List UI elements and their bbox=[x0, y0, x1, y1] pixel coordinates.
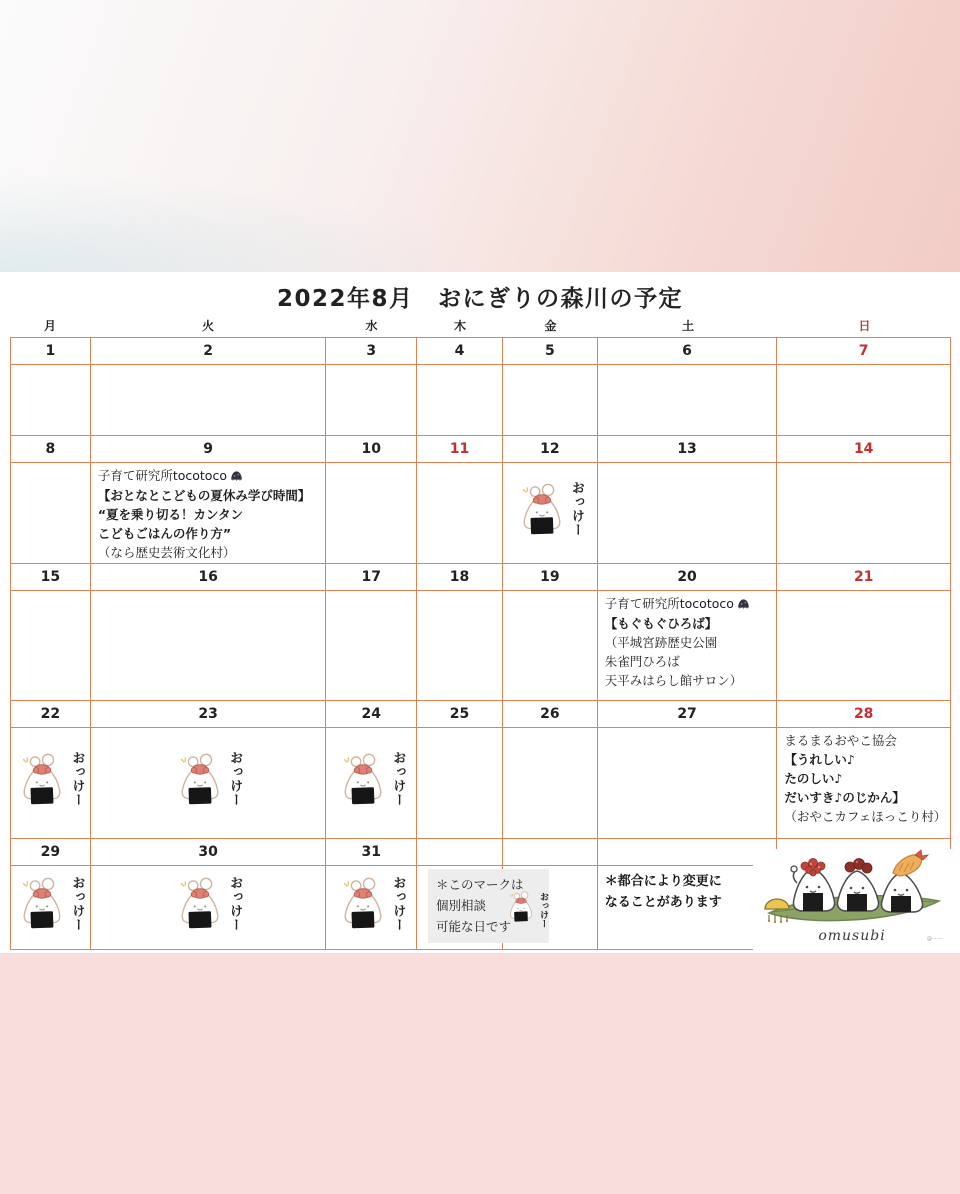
onigiri-okay-icon bbox=[17, 753, 67, 814]
date-cell-aug-17: 17 bbox=[326, 564, 417, 591]
date-cell-aug-30: 30 bbox=[91, 839, 327, 866]
day-cell-week1-col5 bbox=[503, 365, 598, 436]
date-cell-aug-29: 29 bbox=[11, 839, 91, 866]
okay-onigiri-mark bbox=[326, 866, 416, 949]
okay-onigiri-mark bbox=[326, 728, 416, 838]
date-cell-aug-10: 10 bbox=[326, 436, 417, 463]
omusubi-caption: omusubi bbox=[818, 928, 886, 944]
date-cell-aug-27: 27 bbox=[598, 701, 778, 728]
day-of-week-row bbox=[10, 317, 951, 337]
event-line: 【おとなとこどもの夏休み学び時間】 bbox=[97, 488, 311, 503]
date-cell-aug-6: 6 bbox=[598, 338, 778, 365]
okay-label: おっけー bbox=[69, 875, 85, 932]
day-cell-week4-col6 bbox=[598, 728, 778, 839]
event-line: “夏を乗り切る！カンタン bbox=[97, 507, 244, 522]
day-header-sat: 土 bbox=[681, 319, 694, 333]
event-text bbox=[598, 591, 777, 690]
event-line: 天平みはらし館サロン） bbox=[604, 673, 743, 688]
legend-okay-mark bbox=[506, 891, 547, 929]
okay-onigiri-mark bbox=[506, 891, 547, 929]
event-line: （平城宮跡歴史公園 bbox=[604, 635, 718, 650]
event-line: 【うれしい♪ bbox=[784, 752, 855, 767]
top-gradient-band bbox=[0, 0, 960, 272]
artist-credit: @······· bbox=[926, 936, 943, 942]
day-cell-week5-col6 bbox=[598, 866, 778, 949]
onigiri-okay-icon bbox=[338, 753, 388, 814]
event-text bbox=[91, 463, 326, 562]
date-cell-aug-1: 1 bbox=[11, 338, 91, 365]
omusubi-art-icon bbox=[753, 849, 951, 933]
day-cell-week5-col3 bbox=[326, 866, 417, 949]
okay-onigiri-mark bbox=[11, 728, 90, 838]
event-line: 朱雀門ひろば bbox=[604, 654, 680, 669]
legend-line: ＊このマークは bbox=[436, 877, 524, 892]
okay-label: おっけー bbox=[390, 751, 406, 807]
day-cell-week5-col1 bbox=[11, 866, 91, 949]
date-cell-aug-8: 8 bbox=[11, 436, 91, 463]
day-cell-week1-col4 bbox=[417, 365, 503, 436]
legend-box bbox=[428, 869, 549, 943]
tocotoco-icon bbox=[737, 595, 750, 614]
onigiri-okay-icon bbox=[506, 891, 536, 929]
day-cell-week2-col1 bbox=[11, 463, 91, 564]
date-cell-empty bbox=[598, 839, 778, 866]
okay-onigiri-mark bbox=[503, 463, 597, 563]
date-cell-empty bbox=[503, 839, 598, 866]
okay-onigiri-mark bbox=[91, 866, 326, 949]
onigiri-okay-icon bbox=[175, 877, 225, 938]
date-cell-aug-14: 14 bbox=[777, 436, 950, 463]
okay-label: おっけー bbox=[227, 875, 243, 932]
tocotoco-icon bbox=[230, 467, 243, 486]
day-cell-week2-col7 bbox=[777, 463, 950, 564]
event-text bbox=[777, 728, 950, 826]
legend-line: 個別相談 bbox=[436, 898, 487, 913]
date-cell-aug-31: 31 bbox=[326, 839, 417, 866]
okay-label: おっけー bbox=[568, 481, 584, 537]
day-header-mon: 月 bbox=[43, 319, 56, 333]
date-cell-aug-25: 25 bbox=[417, 701, 503, 728]
event-line: 【もぐもぐひろば】 bbox=[604, 616, 718, 631]
day-cell-week1-col3 bbox=[326, 365, 417, 436]
date-cell-aug-15: 15 bbox=[11, 564, 91, 591]
date-cell-aug-11: 11 bbox=[417, 436, 503, 463]
event-line: こどもごはんの作り方” bbox=[97, 526, 232, 541]
day-header-tue: 火 bbox=[201, 319, 214, 333]
day-cell-week3-col7 bbox=[777, 591, 950, 701]
day-header-sun: 日 bbox=[858, 319, 871, 333]
event-line: 子育て研究所tocotoco bbox=[98, 466, 324, 486]
date-cell-aug-20: 20 bbox=[598, 564, 778, 591]
event-line: たのしい♪ bbox=[784, 771, 843, 786]
okay-label: おっけー bbox=[69, 751, 85, 807]
onigiri-okay-icon bbox=[175, 753, 225, 814]
day-cell-week4-col2 bbox=[91, 728, 327, 839]
date-cell-aug-23: 23 bbox=[91, 701, 327, 728]
date-cell-aug-12: 12 bbox=[503, 436, 598, 463]
date-cell-aug-18: 18 bbox=[417, 564, 503, 591]
day-cell-week3-col2 bbox=[91, 591, 327, 701]
day-cell-week4-col4 bbox=[417, 728, 503, 839]
okay-label: おっけー bbox=[227, 751, 243, 807]
change-notice-line: ＊都合により変更に bbox=[604, 874, 722, 889]
date-cell-empty bbox=[417, 839, 503, 866]
day-cell-week3-col3 bbox=[326, 591, 417, 701]
day-cell-week2-col3 bbox=[326, 463, 417, 564]
legend-line: 可能な日です bbox=[436, 919, 512, 934]
day-cell-week2-col2 bbox=[91, 463, 327, 564]
okay-onigiri-mark bbox=[11, 866, 90, 949]
day-cell-week4-col1 bbox=[11, 728, 91, 839]
day-cell-week1-col1 bbox=[11, 365, 91, 436]
omusubi-illustration bbox=[753, 849, 951, 950]
day-cell-week1-col6 bbox=[598, 365, 778, 436]
day-header-wed: 水 bbox=[365, 319, 378, 333]
day-cell-week1-col7 bbox=[777, 365, 950, 436]
date-cell-aug-3: 3 bbox=[326, 338, 417, 365]
event-line: （なら歴史芸術文化村） bbox=[97, 545, 236, 560]
change-notice-line: なることがあります bbox=[604, 895, 722, 910]
day-cell-week3-col5 bbox=[503, 591, 598, 701]
date-cell-aug-21: 21 bbox=[777, 564, 950, 591]
day-cell-week4-col7 bbox=[777, 728, 950, 839]
day-cell-week5-col2 bbox=[91, 866, 327, 949]
change-notice bbox=[598, 866, 777, 913]
okay-label: おっけー bbox=[538, 892, 548, 928]
date-cell-aug-24: 24 bbox=[326, 701, 417, 728]
date-cell-aug-2: 2 bbox=[91, 338, 327, 365]
day-header-thu: 木 bbox=[453, 319, 466, 333]
date-cell-aug-4: 4 bbox=[417, 338, 503, 365]
date-cell-aug-13: 13 bbox=[598, 436, 778, 463]
day-cell-week1-col2 bbox=[91, 365, 327, 436]
page-title: 2022年8月 おにぎりの森川の予定 bbox=[276, 286, 684, 312]
day-cell-week3-col6 bbox=[598, 591, 778, 701]
date-cell-aug-7: 7 bbox=[777, 338, 950, 365]
day-cell-week2-col5 bbox=[503, 463, 598, 564]
onigiri-okay-icon bbox=[338, 877, 388, 938]
event-line: だいすき♪のじかん】 bbox=[784, 790, 905, 805]
date-cell-aug-26: 26 bbox=[503, 701, 598, 728]
day-cell-week4-col3 bbox=[326, 728, 417, 839]
date-cell-aug-28: 28 bbox=[777, 701, 950, 728]
onigiri-okay-icon bbox=[17, 877, 67, 938]
date-cell-aug-19: 19 bbox=[503, 564, 598, 591]
day-cell-week2-col6 bbox=[598, 463, 778, 564]
event-line: （おやこカフェほっこり村） bbox=[784, 809, 947, 824]
day-cell-week2-col4 bbox=[417, 463, 503, 564]
onigiri-okay-icon bbox=[517, 483, 567, 544]
event-line: まるまるおやこ協会 bbox=[784, 733, 897, 748]
calendar-grid bbox=[10, 337, 951, 950]
day-cell-week4-col5 bbox=[503, 728, 598, 839]
date-cell-aug-5: 5 bbox=[503, 338, 598, 365]
okay-label: おっけー bbox=[390, 875, 406, 932]
day-cell-week3-col4 bbox=[417, 591, 503, 701]
day-header-fri: 金 bbox=[544, 319, 557, 333]
bottom-pink-band bbox=[0, 953, 960, 1194]
date-cell-aug-9: 9 bbox=[91, 436, 327, 463]
day-cell-week3-col1 bbox=[11, 591, 91, 701]
date-cell-aug-16: 16 bbox=[91, 564, 327, 591]
okay-onigiri-mark bbox=[91, 728, 326, 838]
date-cell-aug-22: 22 bbox=[11, 701, 91, 728]
event-line: 子育て研究所tocotoco bbox=[605, 594, 775, 614]
